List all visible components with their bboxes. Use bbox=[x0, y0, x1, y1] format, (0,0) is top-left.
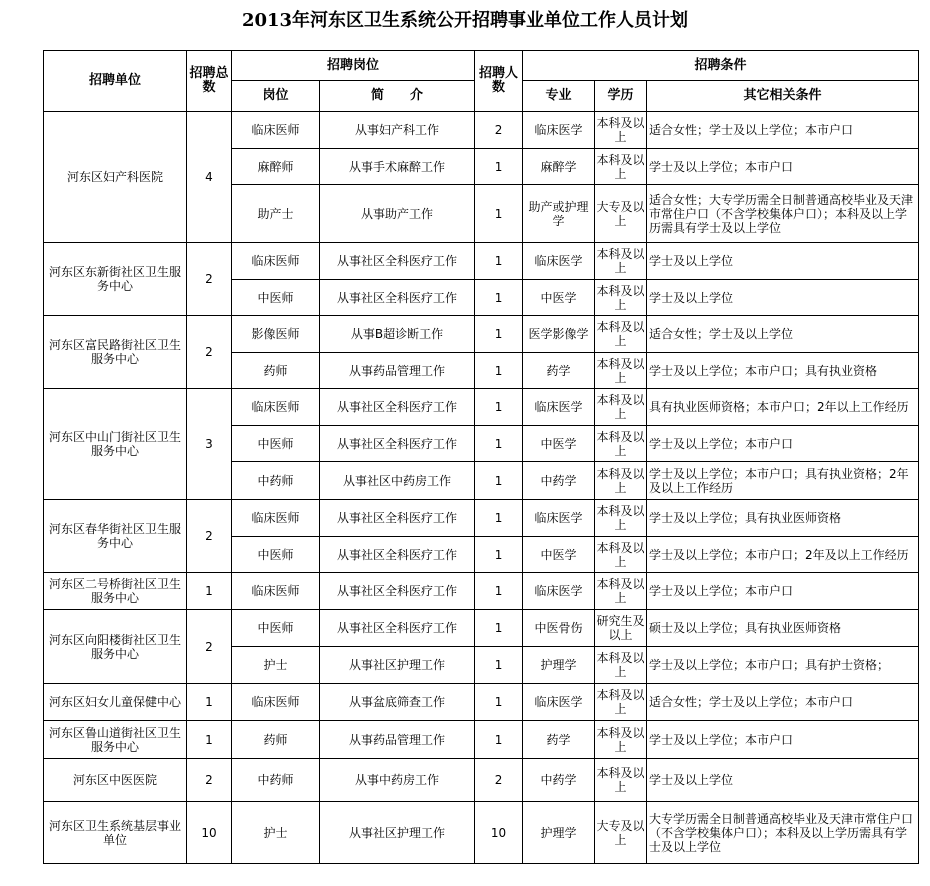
other-conditions-cell: 适合女性；学士及以上学位 bbox=[647, 316, 919, 353]
table-row bbox=[44, 316, 919, 353]
education-cell: 本科及以上 bbox=[595, 316, 647, 353]
position-cell: 中医师 bbox=[232, 426, 320, 462]
other-conditions-cell: 适合女性；大专学历需全日制普通高校毕业及天津市常住户口（不含学校集体户口）；本科及以上学历需具有学士及以上学位 bbox=[647, 185, 919, 243]
intro-cell: 从事盆底筛查工作 bbox=[320, 684, 475, 721]
header-total: 招聘总数 bbox=[187, 51, 232, 112]
count-cell: 1 bbox=[475, 647, 523, 684]
position-cell: 临床医师 bbox=[232, 112, 320, 149]
unit-name-cell: 河东区向阳楼街社区卫生服务中心 bbox=[44, 610, 187, 684]
unit-name-cell: 河东区卫生系统基层事业单位 bbox=[44, 802, 187, 864]
intro-cell: 从事社区全科医疗工作 bbox=[320, 573, 475, 610]
count-cell: 1 bbox=[475, 573, 523, 610]
table-row bbox=[44, 721, 919, 759]
other-conditions-cell: 学士及以上学位 bbox=[647, 759, 919, 802]
count-cell: 1 bbox=[475, 280, 523, 316]
count-cell: 1 bbox=[475, 721, 523, 759]
major-cell: 药学 bbox=[523, 721, 595, 759]
major-cell: 助产或护理学 bbox=[523, 185, 595, 243]
unit-total-cell: 1 bbox=[187, 721, 232, 759]
intro-cell: 从事中药房工作 bbox=[320, 759, 475, 802]
major-cell: 中药学 bbox=[523, 462, 595, 500]
major-cell: 中药学 bbox=[523, 759, 595, 802]
header-row-1 bbox=[44, 51, 919, 81]
unit-total-cell: 3 bbox=[187, 389, 232, 500]
unit-name-cell: 河东区妇产科医院 bbox=[44, 112, 187, 243]
intro-cell: 从事社区护理工作 bbox=[320, 802, 475, 864]
other-conditions-cell: 适合女性；学士及以上学位；本市户口 bbox=[647, 684, 919, 721]
position-cell: 药师 bbox=[232, 353, 320, 389]
count-cell: 1 bbox=[475, 610, 523, 647]
major-cell: 中医骨伤 bbox=[523, 610, 595, 647]
position-cell: 中医师 bbox=[232, 610, 320, 647]
other-conditions-cell: 学士及以上学位；本市户口；2年及以上工作经历 bbox=[647, 537, 919, 573]
unit-total-cell: 1 bbox=[187, 573, 232, 610]
unit-total-cell: 2 bbox=[187, 759, 232, 802]
education-cell: 本科及以上 bbox=[595, 280, 647, 316]
education-cell: 本科及以上 bbox=[595, 462, 647, 500]
count-cell: 1 bbox=[475, 389, 523, 426]
header-education: 学历 bbox=[595, 81, 647, 112]
intro-cell: 从事社区全科医疗工作 bbox=[320, 500, 475, 537]
position-cell: 中医师 bbox=[232, 280, 320, 316]
intro-cell: 从事社区全科医疗工作 bbox=[320, 610, 475, 647]
intro-cell: 从事妇产科工作 bbox=[320, 112, 475, 149]
unit-name-cell: 河东区春华街社区卫生服务中心 bbox=[44, 500, 187, 573]
count-cell: 1 bbox=[475, 426, 523, 462]
intro-cell: 从事社区护理工作 bbox=[320, 647, 475, 684]
unit-total-cell: 2 bbox=[187, 610, 232, 684]
other-conditions-cell: 大专学历需全日制普通高校毕业及天津市常住户口（不含学校集体户口）；本科及以上学历需具有学士及以上学位 bbox=[647, 802, 919, 864]
other-conditions-cell: 学士及以上学位；本市户口；具有护士资格； bbox=[647, 647, 919, 684]
major-cell: 中医学 bbox=[523, 426, 595, 462]
intro-cell: 从事助产工作 bbox=[320, 185, 475, 243]
other-conditions-cell: 具有执业医师资格；本市户口；2年以上工作经历 bbox=[647, 389, 919, 426]
other-conditions-cell: 学士及以上学位；本市户口 bbox=[647, 573, 919, 610]
education-cell: 本科及以上 bbox=[595, 426, 647, 462]
intro-cell: 从事社区全科医疗工作 bbox=[320, 243, 475, 280]
education-cell: 本科及以上 bbox=[595, 149, 647, 185]
count-cell: 1 bbox=[475, 684, 523, 721]
intro-cell: 从事社区全科医疗工作 bbox=[320, 426, 475, 462]
major-cell: 临床医学 bbox=[523, 389, 595, 426]
major-cell: 麻醉学 bbox=[523, 149, 595, 185]
education-cell: 大专及以上 bbox=[595, 185, 647, 243]
unit-total-cell: 10 bbox=[187, 802, 232, 864]
other-conditions-cell: 学士及以上学位；本市户口 bbox=[647, 426, 919, 462]
intro-cell: 从事社区中药房工作 bbox=[320, 462, 475, 500]
position-cell: 影像医师 bbox=[232, 316, 320, 353]
count-cell: 1 bbox=[475, 462, 523, 500]
header-count: 招聘人数 bbox=[475, 51, 523, 112]
major-cell: 中医学 bbox=[523, 280, 595, 316]
other-conditions-cell: 适合女性；学士及以上学位；本市户口 bbox=[647, 112, 919, 149]
major-cell: 临床医学 bbox=[523, 573, 595, 610]
other-conditions-cell: 学士及以上学位；本市户口 bbox=[647, 721, 919, 759]
header-unit: 招聘单位 bbox=[44, 51, 187, 112]
unit-total-cell: 2 bbox=[187, 243, 232, 316]
education-cell: 本科及以上 bbox=[595, 684, 647, 721]
count-cell: 2 bbox=[475, 759, 523, 802]
unit-total-cell: 2 bbox=[187, 500, 232, 573]
position-cell: 中药师 bbox=[232, 759, 320, 802]
position-cell: 临床医师 bbox=[232, 500, 320, 537]
count-cell: 1 bbox=[475, 185, 523, 243]
unit-name-cell: 河东区二号桥街社区卫生服务中心 bbox=[44, 573, 187, 610]
education-cell: 本科及以上 bbox=[595, 759, 647, 802]
major-cell: 临床医学 bbox=[523, 684, 595, 721]
header-other: 其它相关条件 bbox=[647, 81, 919, 112]
count-cell: 1 bbox=[475, 149, 523, 185]
intro-cell: 从事药品管理工作 bbox=[320, 721, 475, 759]
table-row bbox=[44, 573, 919, 610]
major-cell: 中医学 bbox=[523, 537, 595, 573]
header-intro: 简 介 bbox=[320, 81, 475, 112]
position-cell: 药师 bbox=[232, 721, 320, 759]
table-row bbox=[44, 684, 919, 721]
position-cell: 临床医师 bbox=[232, 573, 320, 610]
education-cell: 本科及以上 bbox=[595, 573, 647, 610]
major-cell: 护理学 bbox=[523, 802, 595, 864]
other-conditions-cell: 学士及以上学位 bbox=[647, 280, 919, 316]
header-position-group: 招聘岗位 bbox=[232, 51, 475, 81]
intro-cell: 从事社区全科医疗工作 bbox=[320, 537, 475, 573]
position-cell: 中药师 bbox=[232, 462, 320, 500]
other-conditions-cell: 学士及以上学位；本市户口；具有执业资格；2年及以上工作经历 bbox=[647, 462, 919, 500]
major-cell: 医学影像学 bbox=[523, 316, 595, 353]
unit-name-cell: 河东区妇女儿童保健中心 bbox=[44, 684, 187, 721]
unit-name-cell: 河东区鲁山道街社区卫生服务中心 bbox=[44, 721, 187, 759]
count-cell: 1 bbox=[475, 316, 523, 353]
major-cell: 护理学 bbox=[523, 647, 595, 684]
intro-cell: 从事B超诊断工作 bbox=[320, 316, 475, 353]
education-cell: 本科及以上 bbox=[595, 537, 647, 573]
header-conditions: 招聘条件 bbox=[523, 51, 919, 81]
table-row bbox=[44, 389, 919, 426]
table-row bbox=[44, 802, 919, 864]
position-cell: 麻醉师 bbox=[232, 149, 320, 185]
count-cell: 1 bbox=[475, 353, 523, 389]
header-position: 岗位 bbox=[232, 81, 320, 112]
count-cell: 1 bbox=[475, 500, 523, 537]
position-cell: 助产士 bbox=[232, 185, 320, 243]
education-cell: 本科及以上 bbox=[595, 353, 647, 389]
table-row bbox=[44, 610, 919, 647]
education-cell: 研究生及以上 bbox=[595, 610, 647, 647]
header-major: 专业 bbox=[523, 81, 595, 112]
education-cell: 大专及以上 bbox=[595, 802, 647, 864]
table-row bbox=[44, 759, 919, 802]
other-conditions-cell: 学士及以上学位；具有执业医师资格 bbox=[647, 500, 919, 537]
intro-cell: 从事药品管理工作 bbox=[320, 353, 475, 389]
position-cell: 护士 bbox=[232, 647, 320, 684]
count-cell: 1 bbox=[475, 243, 523, 280]
table-row bbox=[44, 500, 919, 537]
unit-total-cell: 2 bbox=[187, 316, 232, 389]
intro-cell: 从事手术麻醉工作 bbox=[320, 149, 475, 185]
count-cell: 10 bbox=[475, 802, 523, 864]
other-conditions-cell: 学士及以上学位 bbox=[647, 243, 919, 280]
unit-total-cell: 4 bbox=[187, 112, 232, 243]
education-cell: 本科及以上 bbox=[595, 500, 647, 537]
unit-name-cell: 河东区富民路街社区卫生服务中心 bbox=[44, 316, 187, 389]
education-cell: 本科及以上 bbox=[595, 721, 647, 759]
other-conditions-cell: 学士及以上学位；本市户口；具有执业资格 bbox=[647, 353, 919, 389]
unit-name-cell: 河东区中医医院 bbox=[44, 759, 187, 802]
unit-total-cell: 1 bbox=[187, 684, 232, 721]
intro-cell: 从事社区全科医疗工作 bbox=[320, 280, 475, 316]
unit-name-cell: 河东区东新街社区卫生服务中心 bbox=[44, 243, 187, 316]
intro-cell: 从事社区全科医疗工作 bbox=[320, 389, 475, 426]
count-cell: 1 bbox=[475, 537, 523, 573]
page-title: 2013年河东区卫生系统公开招聘事业单位工作人员计划 bbox=[241, 10, 689, 31]
recruitment-plan-table bbox=[43, 50, 919, 864]
other-conditions-cell: 硕士及以上学位；具有执业医师资格 bbox=[647, 610, 919, 647]
table-row bbox=[44, 112, 919, 149]
major-cell: 临床医学 bbox=[523, 500, 595, 537]
table-row bbox=[44, 243, 919, 280]
position-cell: 临床医师 bbox=[232, 243, 320, 280]
position-cell: 中医师 bbox=[232, 537, 320, 573]
education-cell: 本科及以上 bbox=[595, 243, 647, 280]
count-cell: 2 bbox=[475, 112, 523, 149]
major-cell: 药学 bbox=[523, 353, 595, 389]
other-conditions-cell: 学士及以上学位；本市户口 bbox=[647, 149, 919, 185]
education-cell: 本科及以上 bbox=[595, 647, 647, 684]
position-cell: 临床医师 bbox=[232, 684, 320, 721]
major-cell: 临床医学 bbox=[523, 112, 595, 149]
position-cell: 临床医师 bbox=[232, 389, 320, 426]
position-cell: 护士 bbox=[232, 802, 320, 864]
unit-name-cell: 河东区中山门街社区卫生服务中心 bbox=[44, 389, 187, 500]
education-cell: 本科及以上 bbox=[595, 389, 647, 426]
education-cell: 本科及以上 bbox=[595, 112, 647, 149]
major-cell: 临床医学 bbox=[523, 243, 595, 280]
